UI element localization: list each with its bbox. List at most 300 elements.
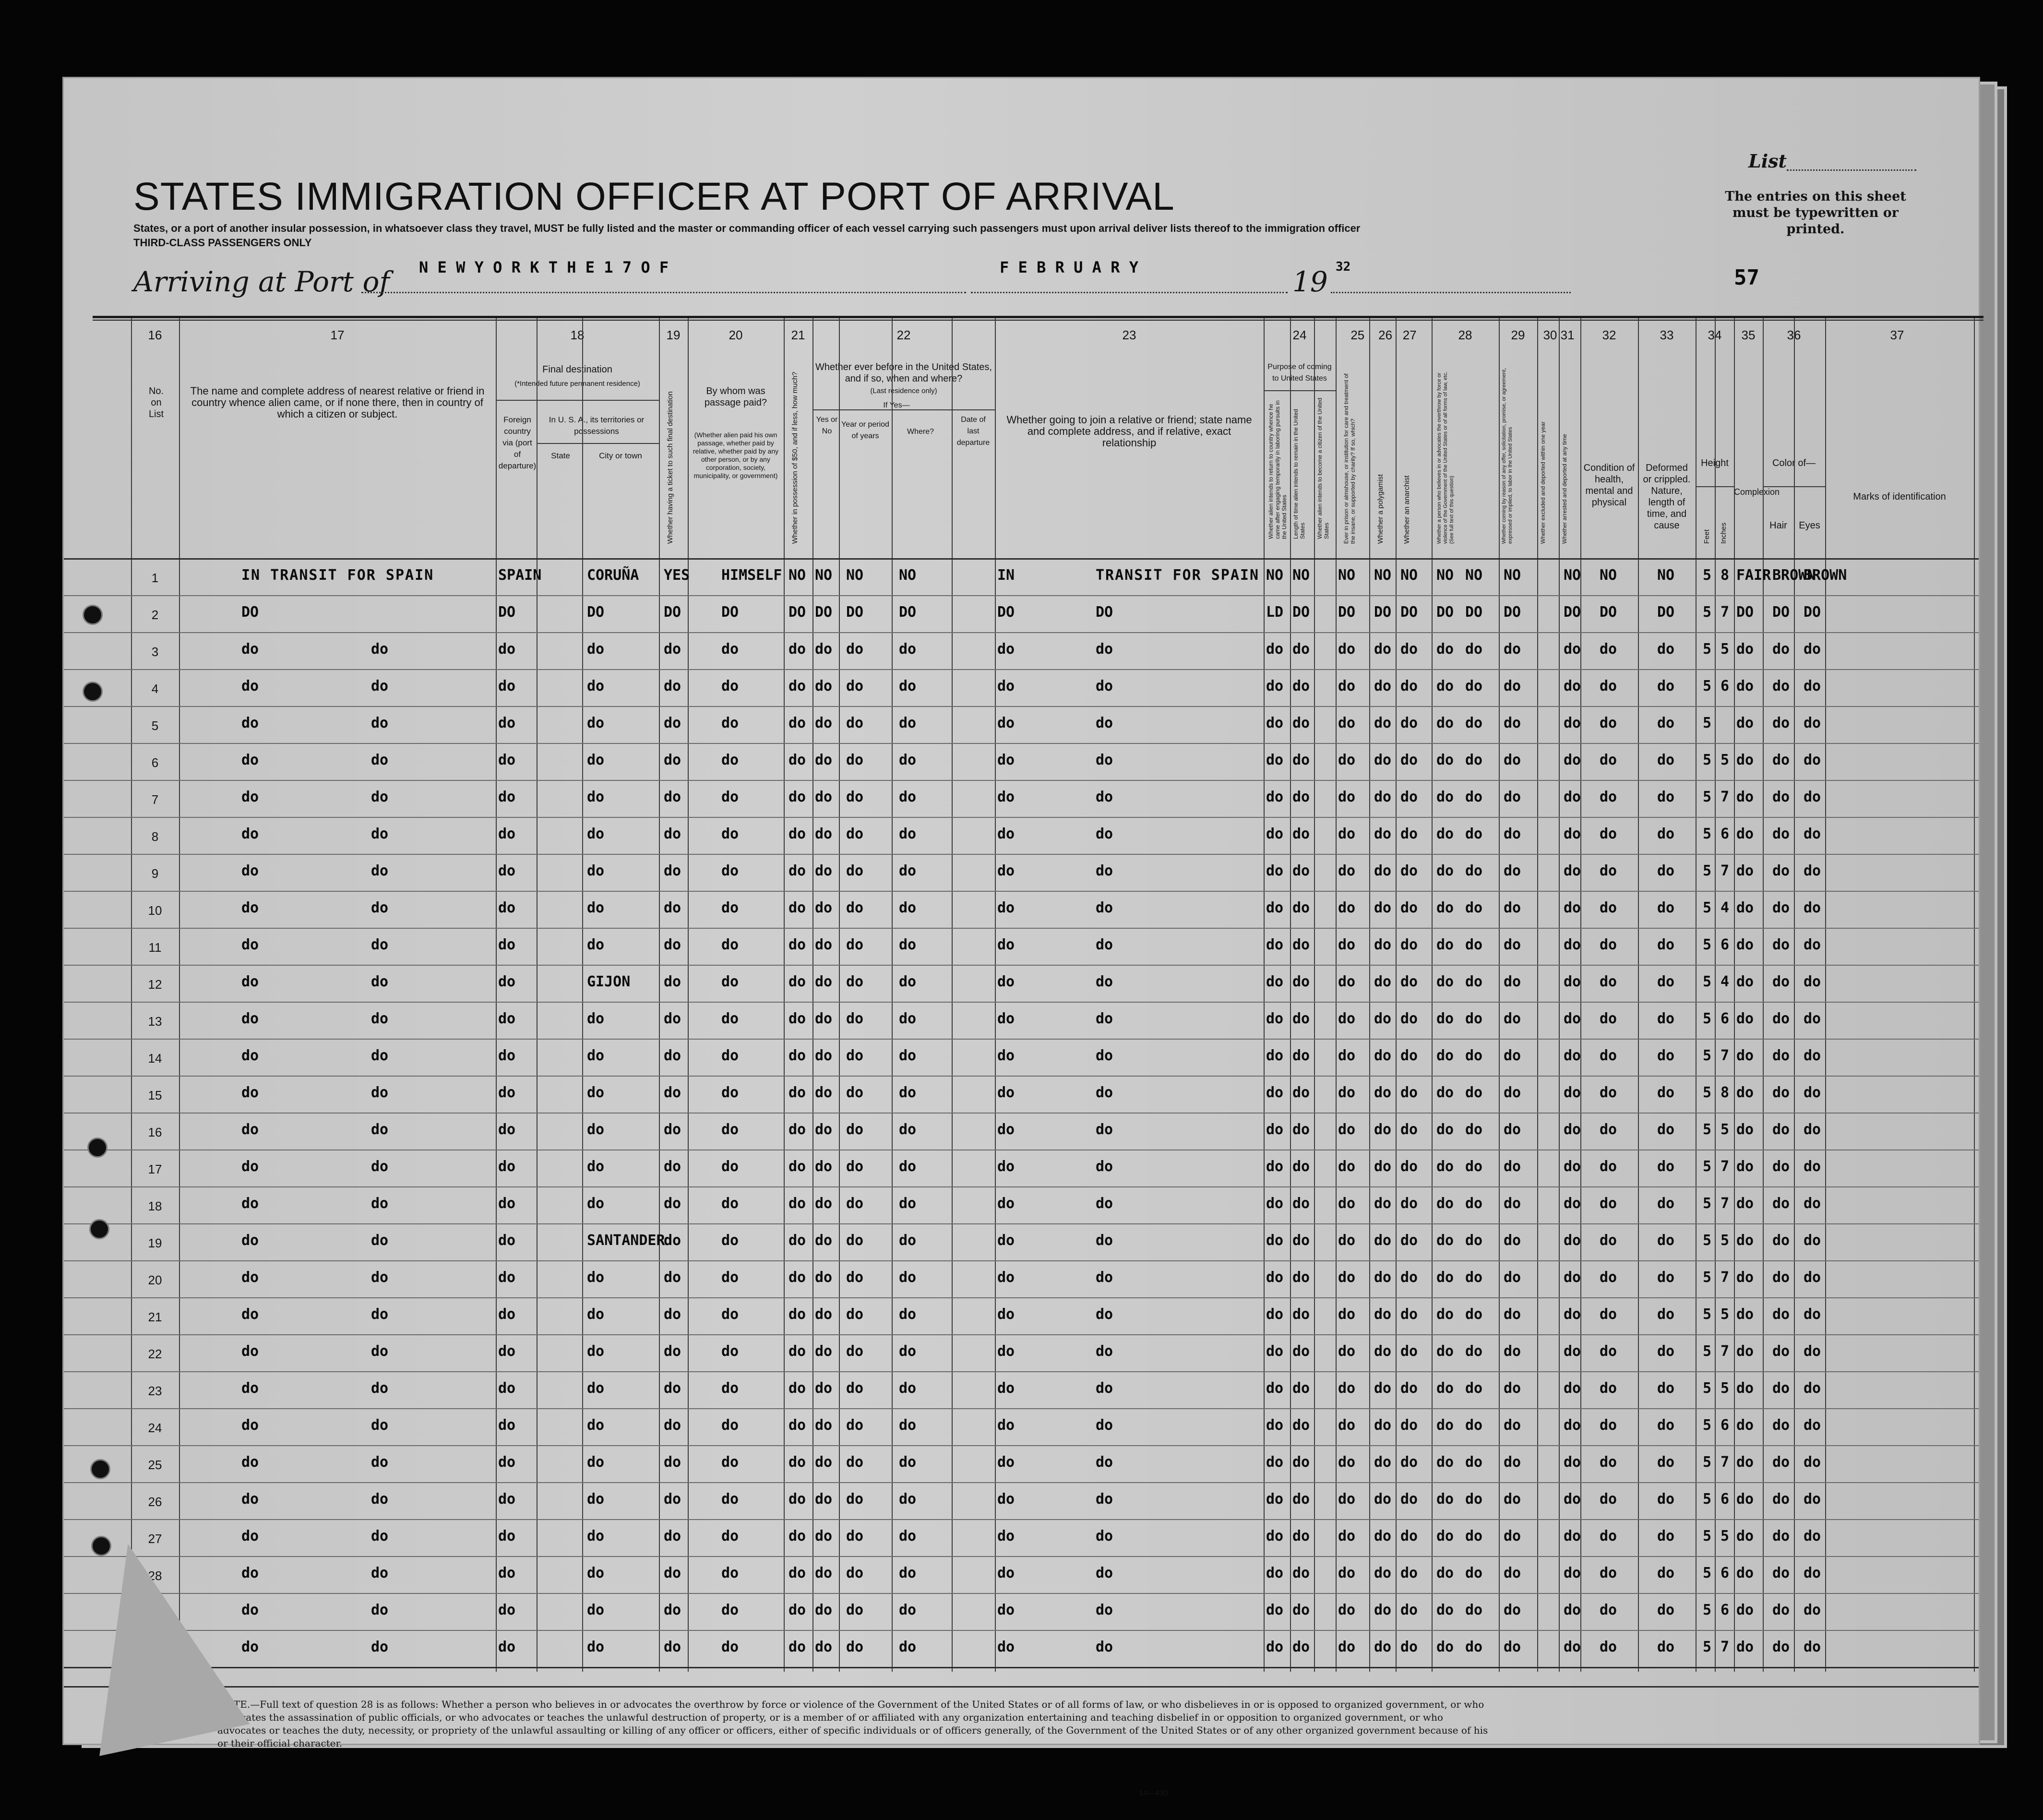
col23-join: do [997,899,1015,916]
col18-foreign: do [498,1602,516,1618]
col-head-28: Whether a person who believes in or advocates the overthrow by force or violence of the Government of the United States or of all forms of law, etc. (See full text of this question) [1436,371,1455,544]
col18-foreign: do [498,1195,516,1212]
col22-where: do [899,899,917,916]
col22-period: do [846,899,864,916]
col29-offer: do [1504,1602,1521,1618]
col18-foreign: do [498,678,516,694]
col18-city: do [587,1417,605,1434]
col23-address: do [1096,1639,1113,1655]
col22-where: do [899,936,917,953]
col32-health: do [1600,1306,1617,1323]
col-head-22-where: Where? [907,428,934,436]
col32-health: do [1600,1639,1617,1655]
col24-length: do [1292,1454,1310,1471]
col24-length: do [1292,1121,1310,1138]
col21-money: do [789,1269,806,1286]
sheet-number: 57 [1734,265,1759,290]
col31-deported: DO [1564,604,1581,621]
col19-ticket: do [664,1565,681,1581]
col28-advocate: do [1436,1565,1454,1581]
col35-complexion: do [1736,973,1754,990]
col-number-23: 23 [1122,328,1136,342]
col23-join: do [997,1528,1015,1545]
col32-health: do [1600,1269,1617,1286]
col24-length: do [1292,1010,1310,1027]
col21-money: do [789,1417,806,1434]
col17-relative: do [241,1454,259,1471]
col29-offer: do [1504,1084,1521,1101]
col24-purpose: do [1266,1084,1284,1101]
col29-offer: DO [1504,604,1521,621]
column-rule [688,318,689,1672]
col23-address: do [1096,1306,1113,1323]
col20-passage: do [721,936,739,953]
col28-b: NO [1465,567,1483,584]
col36-hair: do [1772,715,1790,731]
col17-relative: do [241,1195,259,1212]
col26-polygamist: do [1374,1084,1392,1101]
column-rule [1974,318,1975,1672]
column-rule [1290,318,1291,1672]
column-rule [892,318,893,1672]
year-prefix: 19 [1292,265,1328,298]
row-rule [64,1593,1979,1594]
col28-b: do [1465,936,1483,953]
col17-relative: do [241,1158,259,1175]
col36-eyes: do [1804,1195,1821,1212]
col25-prison: do [1338,973,1356,990]
col29-offer: do [1504,899,1521,916]
col24-length: do [1292,1195,1310,1212]
col32-health: do [1600,1454,1617,1471]
col36-hair: do [1772,1047,1790,1064]
col23-address: do [1096,1010,1113,1027]
col34-feet: 5 [1703,715,1712,731]
col20-passage: do [721,641,739,658]
col23-address: do [1096,1195,1113,1212]
col33-deformed: NO [1657,567,1675,584]
col18-city: SANTANDER [587,1232,665,1249]
col21-money: do [789,1158,806,1175]
col24-length: DO [1292,604,1310,621]
col36-eyes: do [1804,1565,1821,1581]
col31-deported: do [1564,1602,1581,1618]
col29-offer: do [1504,973,1521,990]
col34-feet: 5 [1703,1306,1712,1323]
col27-anarchist: do [1400,1380,1418,1397]
col17-address: do [371,1454,389,1471]
col25-prison: do [1338,1195,1356,1212]
col24-purpose: do [1266,1158,1284,1175]
col23-join: do [997,1491,1015,1508]
col27-anarchist: do [1400,1639,1418,1655]
col26-polygamist: do [1374,1010,1392,1027]
col17-address: do [371,1491,389,1508]
col20-passage: do [721,1232,739,1249]
col20-passage: do [721,1306,739,1323]
col22-where: do [899,715,917,731]
col25-prison: do [1338,1565,1356,1581]
col34-inches: 7 [1720,604,1730,621]
binder-hole [83,682,103,702]
col-number-20: 20 [729,328,743,342]
col32-health: do [1600,1380,1617,1397]
col28-b: do [1465,1047,1483,1064]
col34-feet: 5 [1703,1121,1712,1138]
col-head-32: Condition of health, mental and physical [1583,463,1635,508]
col32-health: do [1600,1195,1617,1212]
col35-complexion: do [1736,1528,1754,1545]
col31-deported: do [1564,1306,1581,1323]
col18-foreign: do [498,641,516,658]
col-head-24a: Whether alien intends to return to country whence he came after engaging temporarily in laboring pursuits in the United States [1267,400,1288,539]
col26-polygamist: do [1374,1602,1392,1618]
col25-prison: do [1338,1010,1356,1027]
col19-ticket: do [664,678,681,694]
col27-anarchist: do [1400,899,1418,916]
row-rule [64,669,1979,670]
col18-city: do [587,789,605,805]
col36-hair: do [1772,1454,1790,1471]
col21-money: do [789,1343,806,1360]
col33-deformed: do [1657,1639,1675,1655]
col20-passage: do [721,1195,739,1212]
header-subtitle: States, or a port of another insular possession, in whatsoever class they travel, MUST be fully listed and the master or commanding officer of each vessel carrying such passengers must upon arrival deliver lists thereof to the immigration officer [133,222,1361,234]
col35-complexion: do [1736,826,1754,842]
col17-address: do [371,1639,389,1655]
col17-address: do [371,1343,389,1360]
col34-inches: 7 [1720,1158,1730,1175]
col22-period: do [846,641,864,658]
row-number: 11 [148,940,162,955]
list-note: The entries on this sheet must be typewritten or printed. [1725,189,1906,237]
col28-advocate: do [1436,1602,1454,1618]
col28-advocate: NO [1436,567,1454,584]
col34-feet: 5 [1703,752,1712,768]
binder-hole [83,605,103,625]
col28-advocate: do [1436,1195,1454,1212]
col29-offer: do [1504,752,1521,768]
col18-city: do [587,1602,605,1618]
col22-yesno: do [815,678,833,694]
row-rule [64,1482,1979,1483]
col17-address: do [371,1010,389,1027]
col23-address: do [1096,678,1113,694]
col26-polygamist: do [1374,1269,1392,1286]
col19-ticket: do [664,1158,681,1175]
col34-inches: 6 [1720,936,1730,953]
col18-foreign: DO [498,604,516,621]
col18-foreign: do [498,1565,516,1581]
col35-complexion: do [1736,1565,1754,1581]
col23-address: do [1096,1417,1113,1434]
col33-deformed: do [1657,1195,1675,1212]
col34-inches: 5 [1720,1528,1730,1545]
col19-ticket: do [664,1047,681,1064]
col27-anarchist: do [1400,1121,1418,1138]
col28-b: do [1465,1232,1483,1249]
col35-complexion: do [1736,1491,1754,1508]
col34-inches: 7 [1720,1047,1730,1064]
col22-period: do [846,1602,864,1618]
col23-address: do [1096,789,1113,805]
row-number: 20 [148,1273,162,1287]
col26-polygamist: do [1374,973,1392,990]
col32-health: do [1600,1343,1617,1360]
col17-relative: do [241,936,259,953]
col22-where: do [899,1306,917,1323]
col24-length: do [1292,1565,1310,1581]
col17-relative: do [241,1380,259,1397]
col34-feet: 5 [1703,826,1712,842]
col22-yesno: do [815,1454,833,1471]
col-number-29: 29 [1511,328,1525,342]
col27-anarchist: NO [1400,567,1418,584]
col21-money: do [789,936,806,953]
col34-inches: 6 [1720,1417,1730,1434]
row-rule [64,1002,1979,1003]
col23-join: do [997,1454,1015,1471]
col21-money: do [789,1306,806,1323]
col17-address: do [371,1047,389,1064]
binder-hole [89,1219,109,1239]
col35-complexion: do [1736,678,1754,694]
col24-length: do [1292,1343,1310,1360]
col36-hair: do [1772,899,1790,916]
col-head-24c: Whether alien intends to become a citizen of the United States [1316,397,1330,539]
col35-complexion: do [1736,641,1754,658]
col20-passage: DO [721,604,739,621]
col25-prison: do [1338,1380,1356,1397]
col22-where: do [899,1380,917,1397]
col22-yesno: do [815,715,833,731]
col35-complexion: do [1736,1602,1754,1618]
head-divider-22 [812,409,995,410]
col28-advocate: do [1436,1047,1454,1064]
col22-period: do [846,936,864,953]
col34-feet: 5 [1703,1602,1712,1618]
col17-address: do [371,1306,389,1323]
col33-deformed: do [1657,1417,1675,1434]
year-suffix: 32 [1336,260,1351,274]
col-head-29: Whether coming by reason of any offer, solicitation, promise, or agreement, expressed or implied, to labor in the United States [1501,368,1513,544]
col24-length: do [1292,1602,1310,1618]
col26-polygamist: do [1374,862,1392,879]
col20-passage: do [721,1565,739,1581]
col36-hair: do [1772,1121,1790,1138]
col-head-18-usa: In U. S. A., its territories or possessions [549,415,645,436]
col35-complexion: do [1736,1232,1754,1249]
col33-deformed: do [1657,1232,1675,1249]
col29-offer: do [1504,826,1521,842]
col24-length: do [1292,1084,1310,1101]
col22-where: do [899,826,917,842]
col31-deported: do [1564,1528,1581,1545]
col24-purpose: do [1266,1417,1284,1434]
col23-address: do [1096,899,1113,916]
col23-address: do [1096,1084,1113,1101]
col36-eyes: do [1804,1343,1821,1360]
col31-deported: do [1564,1084,1581,1101]
col32-health: do [1600,1121,1617,1138]
col25-prison: do [1338,752,1356,768]
col22-yesno: do [815,1491,833,1508]
col19-ticket: do [664,1454,681,1471]
col22-yesno: do [815,862,833,879]
col23-join: do [997,1639,1015,1655]
table-top-rule [93,316,1983,318]
col23-address: do [1096,1047,1113,1064]
row-number: 8 [151,829,159,844]
col21-money: do [789,789,806,805]
col34-feet: 5 [1703,1084,1712,1101]
col24-length: do [1292,1528,1310,1545]
row-number: 25 [148,1458,162,1472]
col34-inches: 7 [1720,1195,1730,1212]
col-number-30-31: 30 31 [1543,328,1575,342]
col33-deformed: do [1657,1010,1675,1027]
col23-address: do [1096,1343,1113,1360]
row-number: 17 [148,1162,162,1176]
col20-passage: do [721,715,739,731]
col31-deported: do [1564,1417,1581,1434]
col29-offer: do [1504,789,1521,805]
col36-eyes: do [1804,1380,1821,1397]
col31-deported: do [1564,862,1581,879]
col27-anarchist: do [1400,973,1418,990]
col-head-33: Deformed or crippled. Nature, length of time, and cause [1643,463,1691,531]
column-rule [179,318,180,1672]
col-head-31: Whether arrested and deported at any time [1561,434,1568,544]
col28-advocate: do [1436,1121,1454,1138]
col23-address: do [1096,826,1113,842]
col31-deported: do [1564,1121,1581,1138]
col-head-20-note: (Whether alien paid his own passage, whether paid by relative, whether paid by any other person, or by any corporation, society, municipality, or government) [693,431,779,479]
col32-health: do [1600,1158,1617,1175]
col29-offer: do [1504,862,1521,879]
col19-ticket: do [664,1195,681,1212]
year-line [1331,292,1571,293]
col24-purpose: NO [1266,567,1284,584]
col24-length: do [1292,973,1310,990]
col-number-33: 33 [1660,328,1674,342]
col18-city: do [587,1639,605,1655]
col18-foreign: do [498,1121,516,1138]
col31-deported: do [1564,1454,1581,1471]
col26-polygamist: do [1374,641,1392,658]
col25-prison: do [1338,641,1356,658]
col27-anarchist: do [1400,715,1418,731]
col21-money: NO [789,567,806,584]
col19-ticket: do [664,1121,681,1138]
col18-city: do [587,1343,605,1360]
col33-deformed: do [1657,1565,1675,1581]
col35-complexion: do [1736,789,1754,805]
col28-b: do [1465,1639,1483,1655]
row-rule [64,1076,1979,1077]
col20-passage: do [721,826,739,842]
col31-deported: NO [1564,567,1581,584]
footer-rule [64,1686,1979,1688]
col-number-35: 35 [1741,328,1756,342]
col36-eyes: do [1804,862,1821,879]
col31-deported: do [1564,1343,1581,1360]
col20-passage: do [721,862,739,879]
table-top-rule-thin [93,320,1983,321]
col29-offer: do [1504,1454,1521,1471]
col34-feet: 5 [1703,1454,1712,1471]
col28-b: do [1465,715,1483,731]
col22-period: do [846,862,864,879]
col29-offer: do [1504,1158,1521,1175]
col33-deformed: do [1657,1343,1675,1360]
col21-money: do [789,1380,806,1397]
col18-foreign: do [498,936,516,953]
col28-advocate: do [1436,899,1454,916]
col19-ticket: do [664,1306,681,1323]
col33-deformed: do [1657,1528,1675,1545]
col-number-22: 22 [896,328,911,342]
col36-eyes: DO [1804,604,1821,621]
col18-city: do [587,1491,605,1508]
col24-length: do [1292,1639,1310,1655]
col24-purpose: do [1266,1306,1284,1323]
col36-hair: DO [1772,604,1790,621]
col23-join: do [997,1121,1015,1138]
page-title: STATES IMMIGRATION OFFICER AT PORT OF ARRIVAL [133,175,1175,218]
row-number: 13 [148,1014,162,1029]
col23-join: do [997,641,1015,658]
row-number: 1 [151,571,159,585]
col28-b: do [1465,862,1483,879]
col19-ticket: do [664,1602,681,1618]
list-label: List [1748,150,1787,172]
col34-inches: 8 [1720,1084,1730,1101]
col-number-34: 34 [1708,328,1722,342]
row-number: 24 [148,1421,162,1435]
col23-address: do [1096,862,1113,879]
col-head-34-inches: Inches [1720,522,1728,544]
col20-passage: do [721,899,739,916]
col22-yesno: do [815,936,833,953]
col36-hair: do [1772,1528,1790,1545]
col19-ticket: do [664,789,681,805]
col32-health: NO [1600,567,1617,584]
col26-polygamist: do [1374,678,1392,694]
col17-address: do [371,826,389,842]
col17-address: do [371,862,389,879]
col26-polygamist: do [1374,1195,1392,1212]
col29-offer: do [1504,1417,1521,1434]
col31-deported: do [1564,1565,1581,1581]
col23-address: do [1096,1380,1113,1397]
col22-period: do [846,973,864,990]
binder-hole [90,1459,110,1479]
col22-where: do [899,1491,917,1508]
col20-passage: do [721,1602,739,1618]
col24-length: do [1292,1491,1310,1508]
col31-deported: do [1564,1010,1581,1027]
col22-yesno: DO [815,604,833,621]
col21-money: do [789,1602,806,1618]
col19-ticket: do [664,1269,681,1286]
col-head-18-note: (*Intended future permanent residence) [514,380,640,388]
col22-yesno: do [815,1528,833,1545]
col24-purpose: do [1266,1010,1284,1027]
col34-inches: 6 [1720,1565,1730,1581]
row-rule [64,743,1979,744]
col36-hair: do [1772,1417,1790,1434]
